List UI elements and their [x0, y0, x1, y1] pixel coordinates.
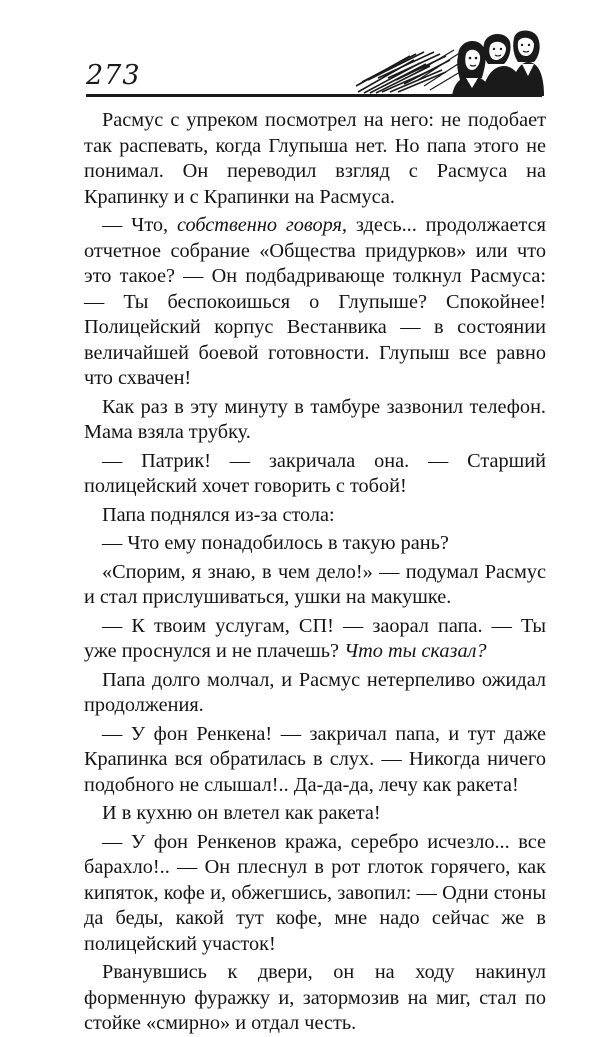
paragraph — [84, 960, 546, 1037]
page-header — [86, 30, 542, 102]
text-run: «Спорим, я знаю, в чем дело!» — подумал Расмус и стал прислушиваться, ушки на макушке. — [84, 560, 546, 608]
paragraph — [84, 614, 546, 665]
text-run: — К твоим услугам, СП! — заорал папа. — Ты уже проснулся и не плачешь? — [84, 614, 546, 662]
text-run: Как раз в эту минуту в тамбуре зазвонил телефон. Мама взяла трубку. — [84, 395, 546, 443]
paragraph — [84, 830, 546, 958]
text-run: — Что, — [102, 214, 177, 236]
page-text — [84, 108, 546, 1037]
paragraph — [84, 722, 546, 799]
paragraph — [84, 108, 546, 210]
text-run: здесь... продолжается отчетное собрание «Общества придурков» или что это такое? — Он подбадривающе толкнул Расмуса: — Ты беспокоишься о Глупыше? Спокойнее! Полицейский корпус Вестанвика — в состоянии величайшей боевой готовности. Глупыш все равно что схвачен! — [84, 214, 546, 389]
italic-text: собственно говоря, — [177, 214, 347, 236]
paragraph — [84, 801, 546, 827]
paragraph — [84, 531, 546, 557]
text-run: Рванувшись к двери, он на ходу накинул форменную фуражку и, затормозив на миг, стал по стойке «смирно» и отдал честь. — [84, 961, 546, 1034]
paragraph — [84, 395, 546, 446]
text-run: — У фон Ренкена! — закричал папа, и тут даже Крапинка вся обратилась в слух. — Никогда ничего подобного не слышал!.. Да-да-да, лечу как ракета! — [84, 722, 546, 796]
text-run: Папа поднялся из-за стола: — [102, 503, 335, 526]
text-run: Папа долго молчал, и Расмус нетерпеливо ожидал продолжения. — [84, 668, 546, 716]
text-run: — Что ему понадобилось в такую рань? — [102, 532, 449, 554]
text-run: — Патрик! — закричала она. — Старший полицейский хочет говорить с тобой! — [84, 449, 546, 497]
text-run: Расмус с упреком посмотрел на него: не подобает так распевать, когда Глупыша нет. Но папа этого не понимал. Он переводил взгляд с Расмуса на Крапинку и с Крапинки на Расмуса. — [84, 109, 546, 208]
paragraph — [84, 503, 546, 529]
paragraph — [84, 668, 546, 719]
header-rule — [86, 94, 542, 97]
paragraph — [84, 449, 546, 500]
page-number: 273 — [86, 60, 141, 91]
italic-text: Что ты сказал? — [344, 640, 487, 662]
illustration-icon — [354, 30, 544, 96]
text-run: И в кухню он влетел как ракета! — [102, 802, 381, 824]
text-run: — У фон Ренкенов кража, серебро исчезло... все барахло!.. — Он плеснул в рот глоток горячего, как кипяток, кофе и, обжегшись, завопил: — Одни стоны да беды, какой тут кофе, мне надо сейчас же в полицейский участок! — [84, 830, 546, 955]
paragraph — [84, 213, 546, 392]
paragraph — [84, 560, 546, 611]
